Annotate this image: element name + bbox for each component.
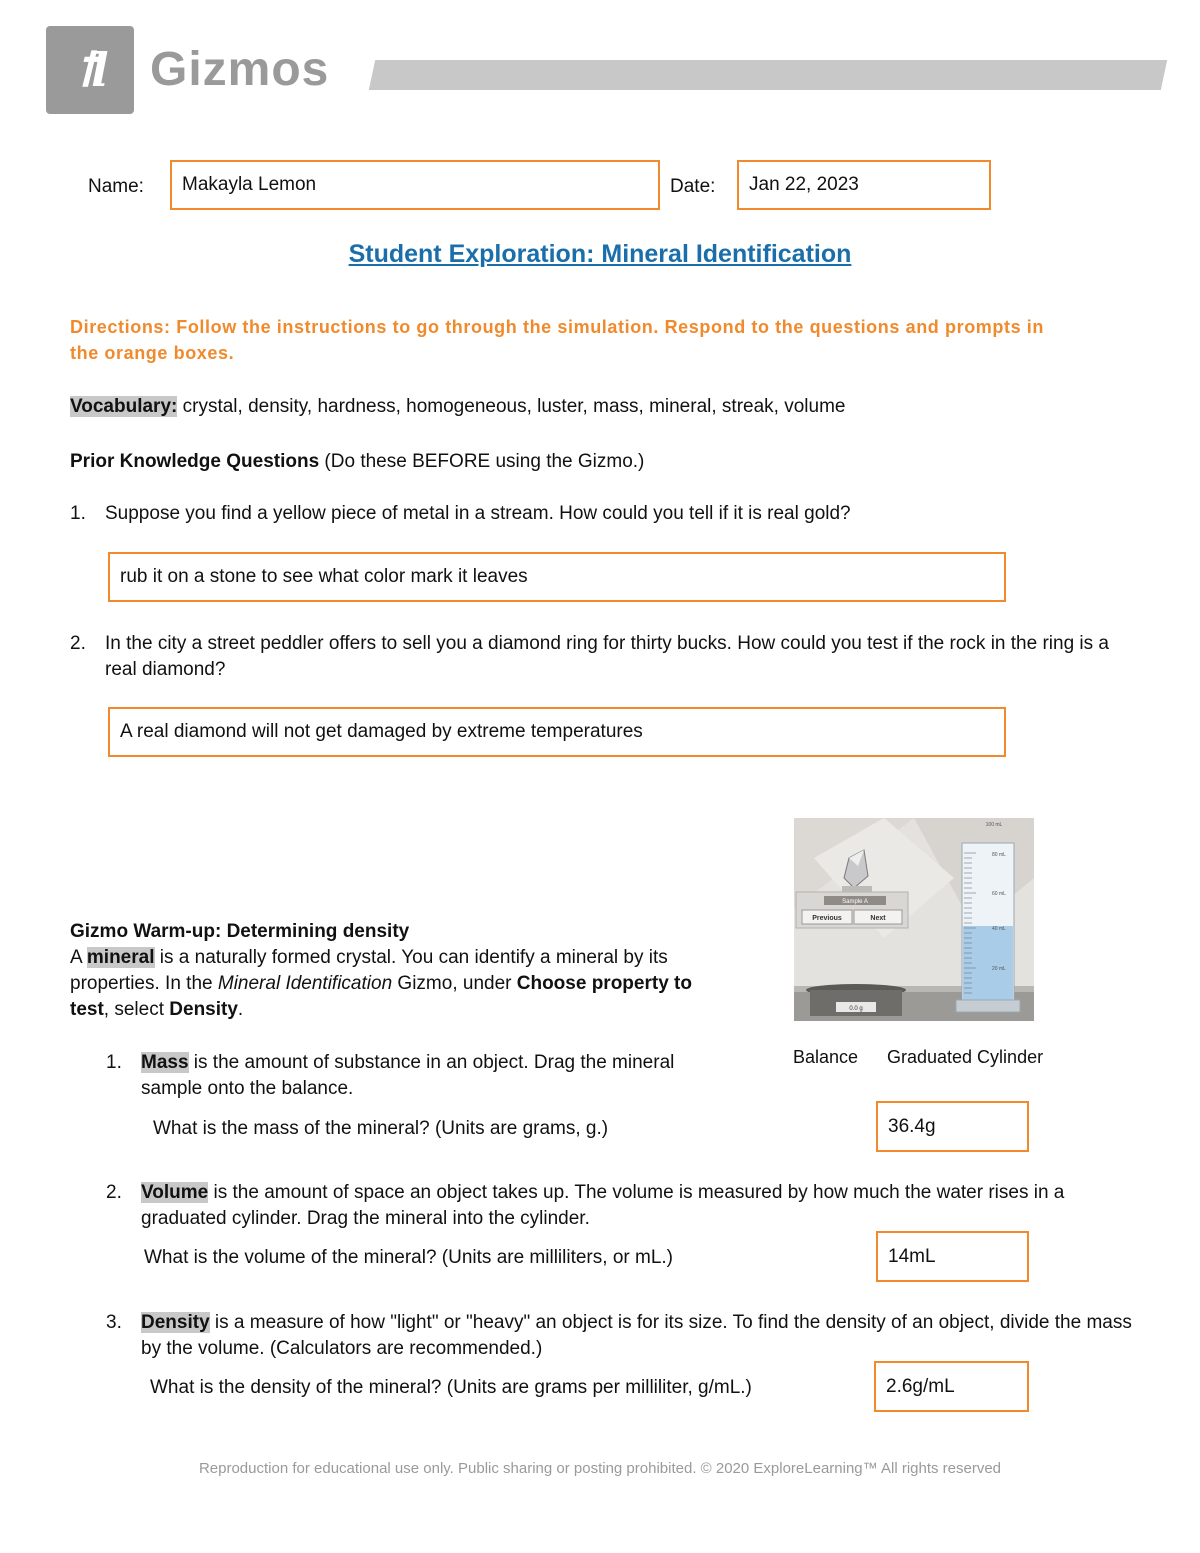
prior-note: (Do these BEFORE using the Gizmo.) <box>319 451 645 472</box>
warmup-paragraph: A mineral is a naturally formed crystal. You can identify a mineral by its properties. In the Mineral Identification Gizmo, under Choose property to test, select Density. <box>70 947 692 1020</box>
warmup-q2-text: Volume is the amount of space an object takes up. The volume is measured by how much the water rises in a graduated cylinder. Drag the mineral into the cylinder. <box>141 1182 1065 1229</box>
warmup-q1-text: Mass is the amount of substance in an object. Drag the mineral sample onto the balance. <box>141 1052 675 1099</box>
prior-q2-answer: A real diamond will not get damaged by extreme temperatures <box>120 721 643 742</box>
prior-q1-number: 1. <box>70 503 86 524</box>
prior-q1-answer: rub it on a stone to see what color mark it leaves <box>120 566 528 587</box>
cylinder-mark-3: 40 mL <box>992 926 1006 932</box>
name-value: Makayla Lemon <box>182 174 317 195</box>
sample-label: Sample A <box>842 899 868 905</box>
prior-q2-number: 2. <box>70 633 86 654</box>
caption-graduated-cylinder: Graduated Cylinder <box>887 1047 1044 1067</box>
cylinder-mark-1: 80 mL <box>992 852 1006 858</box>
warmup-q1-prompt: What is the mass of the mineral? (Units are grams, g.) <box>153 1118 609 1139</box>
cylinder-mark-2: 60 mL <box>992 891 1006 897</box>
cylinder-mark-4: 20 mL <box>992 966 1006 972</box>
prior-q2-answer-box[interactable] <box>108 707 1006 757</box>
prior-q2-text: In the city a street peddler offers to sell you a diamond ring for thirty bucks. How could you test if the rock in the ring is a real diamond? <box>105 633 1109 680</box>
warmup-q2-prompt: What is the volume of the mineral? (Units are milliliters, or mL.) <box>144 1247 673 1268</box>
vocabulary-label: Vocabulary: <box>70 396 178 417</box>
warmup-section <box>70 919 730 1023</box>
density-answer-box[interactable] <box>874 1361 1029 1412</box>
warmup-q3-prompt: What is the density of the mineral? (Units are grams per milliliter, g/mL.) <box>150 1377 752 1398</box>
warmup-q3-text: Density is a measure of how "light" or "heavy" an object is for its size. To find the density of an object, divide the mass by the volume. (Calculators are recommended.) <box>141 1312 1132 1359</box>
header-bar <box>369 60 1167 90</box>
warmup-q1-number: 1. <box>106 1052 122 1073</box>
warmup-q3-number: 3. <box>106 1312 122 1333</box>
gizmos-brand: Gizmos <box>150 43 330 96</box>
date-value: Jan 22, 2023 <box>749 174 859 195</box>
vocabulary <box>70 394 845 420</box>
logo-mark: ꝉl <box>75 43 105 97</box>
warmup-q2-number: 2. <box>106 1182 122 1203</box>
cylinder-top-label: 100 mL <box>985 822 1003 828</box>
density-answer: 2.6g/mL <box>886 1375 955 1397</box>
date-label: Date: <box>670 176 716 197</box>
gizmo-screenshot-svg <box>794 818 1034 1021</box>
volume-answer: 14mL <box>888 1245 936 1267</box>
explorelearning-logo <box>46 26 134 114</box>
directions: Directions: Follow the instructions to go through the simulation. Respond to the questions and prompts in the orange boxes. <box>70 317 1044 363</box>
gizmo-screenshot <box>794 818 1034 1021</box>
prior-q1-text: Suppose you find a yellow piece of metal in a stream. How could you tell if it is real gold? <box>105 503 851 524</box>
volume-answer-box[interactable] <box>876 1231 1029 1282</box>
next-button: Next <box>870 915 886 922</box>
warmup-heading: Gizmo Warm-up: Determining density <box>70 921 410 942</box>
balance-reading: 0.0 g <box>849 1006 863 1012</box>
name-field[interactable] <box>170 160 660 210</box>
previous-button: Previous <box>812 915 842 922</box>
prior-heading: Prior Knowledge Questions <box>70 451 320 472</box>
copyright-footer: Reproduction for educational use only. Public sharing or posting prohibited. © 2020 ExploreLearning™ All rights reserved <box>198 1460 1002 1477</box>
page-title: Student Exploration: Mineral Identification <box>348 240 852 268</box>
mass-answer-box[interactable] <box>876 1101 1029 1152</box>
mass-answer: 36.4g <box>888 1115 936 1137</box>
name-label: Name: <box>88 176 144 197</box>
prior-knowledge-heading <box>70 449 644 475</box>
prior-q1-answer-box[interactable] <box>108 552 1006 602</box>
caption-balance: Balance <box>793 1047 859 1067</box>
vocabulary-terms: crystal, density, hardness, homogeneous, luster, mass, mineral, streak, volume <box>177 396 846 417</box>
date-field[interactable] <box>737 160 991 210</box>
